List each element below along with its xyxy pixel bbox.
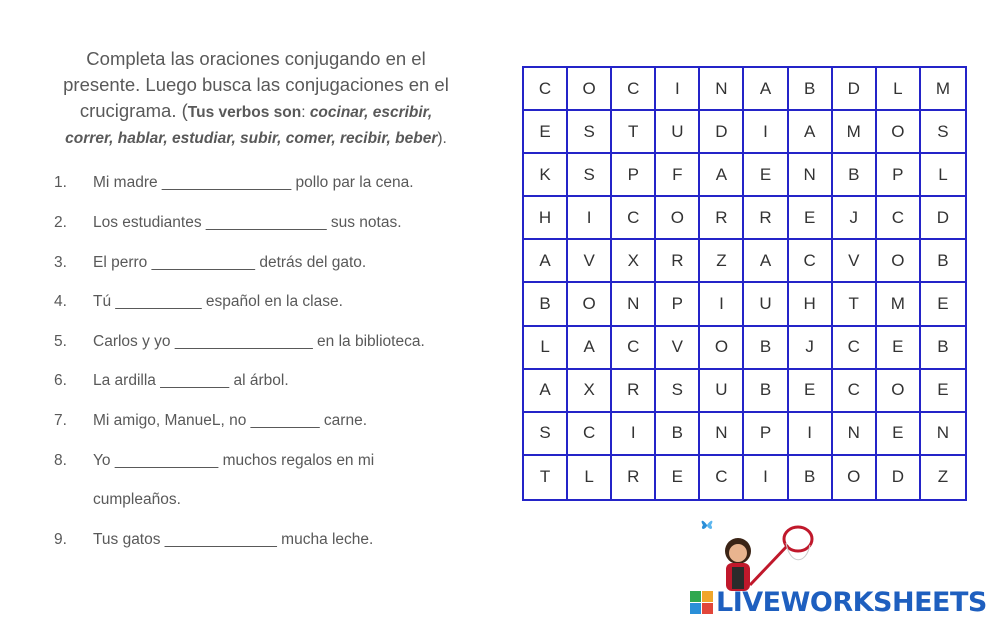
list-item bbox=[50, 210, 470, 236]
grid-cell[interactable]: Z bbox=[700, 240, 744, 283]
grid-cell[interactable]: O bbox=[700, 327, 744, 370]
grid-cell[interactable]: O bbox=[877, 370, 921, 413]
grid-cell[interactable]: R bbox=[700, 197, 744, 240]
grid-cell[interactable]: C bbox=[524, 68, 568, 111]
grid-cell[interactable]: I bbox=[789, 413, 833, 456]
grid-cell[interactable]: B bbox=[833, 154, 877, 197]
grid-cell[interactable]: P bbox=[612, 154, 656, 197]
grid-cell[interactable]: A bbox=[524, 370, 568, 413]
liveworksheets-logo bbox=[690, 515, 990, 620]
brand bbox=[690, 587, 990, 618]
item-text: Tú __________ español en la clase. bbox=[93, 293, 343, 310]
item-text: El perro ____________ detrás del gato. bbox=[93, 254, 367, 271]
grid-cell[interactable]: M bbox=[921, 68, 965, 111]
grid-cell[interactable]: E bbox=[789, 370, 833, 413]
verbs-label: Tus verbos son bbox=[187, 104, 302, 121]
item-number: 1. bbox=[54, 174, 67, 191]
grid-cell[interactable]: M bbox=[877, 283, 921, 326]
word-search-grid bbox=[522, 66, 967, 501]
grid-cell[interactable]: I bbox=[744, 456, 788, 499]
instructions-line4 bbox=[44, 126, 468, 152]
verbs-colon: : bbox=[301, 104, 310, 121]
grid-cell[interactable]: U bbox=[744, 283, 788, 326]
grid-cell[interactable]: S bbox=[524, 413, 568, 456]
grid-cell[interactable]: R bbox=[656, 240, 700, 283]
grid-cell[interactable]: B bbox=[789, 456, 833, 499]
grid-cell[interactable]: E bbox=[744, 154, 788, 197]
list-item bbox=[50, 527, 470, 553]
grid-cell[interactable]: I bbox=[656, 68, 700, 111]
item-text: Tus gatos _____________ mucha leche. bbox=[93, 531, 374, 548]
grid-cell[interactable]: E bbox=[877, 413, 921, 456]
item-text: Carlos y yo ________________ en la biblioteca. bbox=[93, 333, 425, 350]
grid-cell[interactable]: T bbox=[833, 283, 877, 326]
grid-cell[interactable]: A bbox=[789, 111, 833, 154]
list-item bbox=[50, 368, 470, 394]
item-number: 7. bbox=[54, 412, 67, 429]
grid-cell[interactable]: C bbox=[700, 456, 744, 499]
list-item bbox=[50, 448, 470, 474]
grid-cell[interactable]: O bbox=[877, 240, 921, 283]
instructions-close: ). bbox=[437, 130, 447, 147]
grid-cell[interactable]: N bbox=[921, 413, 965, 456]
grid-cell[interactable]: N bbox=[833, 413, 877, 456]
grid-cell[interactable]: K bbox=[524, 154, 568, 197]
grid-cell[interactable]: C bbox=[612, 197, 656, 240]
grid-cell[interactable]: C bbox=[833, 327, 877, 370]
grid-cell[interactable]: L bbox=[524, 327, 568, 370]
grid-cell[interactable]: B bbox=[789, 68, 833, 111]
grid-cell[interactable]: H bbox=[524, 197, 568, 240]
grid-cell[interactable]: C bbox=[612, 68, 656, 111]
grid-cell[interactable]: U bbox=[656, 111, 700, 154]
grid-cell[interactable]: V bbox=[833, 240, 877, 283]
grid-cell[interactable]: E bbox=[789, 197, 833, 240]
item-number: 4. bbox=[54, 293, 67, 310]
grid-cell[interactable]: P bbox=[656, 283, 700, 326]
item-text: La ardilla ________ al árbol. bbox=[93, 372, 289, 389]
grid-cell[interactable]: Z bbox=[937, 467, 949, 487]
grid-cell[interactable]: D bbox=[877, 456, 921, 499]
grid-cell[interactable]: B bbox=[921, 327, 965, 370]
grid-cell[interactable]: E bbox=[921, 283, 965, 326]
item-text: cumpleaños. bbox=[93, 491, 181, 508]
grid-cell[interactable]: R bbox=[744, 197, 788, 240]
grid-cell[interactable]: S bbox=[568, 154, 612, 197]
grid-cell[interactable]: B bbox=[656, 413, 700, 456]
grid-cell[interactable]: F bbox=[656, 154, 700, 197]
grid-cell[interactable]: J bbox=[789, 327, 833, 370]
grid-cell[interactable]: X bbox=[568, 370, 612, 413]
list-item bbox=[50, 250, 470, 276]
grid-cell[interactable]: I bbox=[612, 413, 656, 456]
grid-cell[interactable]: B bbox=[744, 327, 788, 370]
grid-cell[interactable]: H bbox=[789, 283, 833, 326]
item-number: 2. bbox=[54, 214, 67, 231]
instructions-line3 bbox=[44, 98, 468, 126]
list-item bbox=[50, 289, 470, 315]
item-text: Mi amigo, ManueL, no ________ carne. bbox=[93, 412, 368, 429]
grid-cell[interactable]: A bbox=[744, 240, 788, 283]
grid-cell[interactable]: P bbox=[877, 154, 921, 197]
item-text: Mi madre _______________ pollo par la cena. bbox=[93, 174, 414, 191]
grid-cell[interactable]: O bbox=[568, 68, 612, 111]
grid-cell[interactable]: B bbox=[921, 240, 965, 283]
grid-cell[interactable]: I bbox=[568, 197, 612, 240]
item-number: 9. bbox=[54, 531, 67, 548]
grid-cell[interactable]: P bbox=[744, 413, 788, 456]
item-number: 5. bbox=[54, 333, 67, 350]
grid-cell[interactable]: V bbox=[568, 240, 612, 283]
grid-cell[interactable]: A bbox=[524, 240, 568, 283]
grid-cell[interactable]: U bbox=[700, 370, 744, 413]
grid-cell[interactable]: E bbox=[921, 370, 965, 413]
grid-cell[interactable]: C bbox=[833, 370, 877, 413]
grid-cell[interactable]: E bbox=[877, 327, 921, 370]
grid-cell[interactable]: E bbox=[524, 111, 568, 154]
grid-cell[interactable]: R bbox=[612, 370, 656, 413]
grid-cell[interactable]: O bbox=[656, 197, 700, 240]
grid-cell[interactable]: S bbox=[656, 370, 700, 413]
grid-cell[interactable]: V bbox=[656, 327, 700, 370]
grid-cell[interactable]: B bbox=[744, 370, 788, 413]
grid-cell[interactable]: C bbox=[568, 413, 612, 456]
grid-cell[interactable]: X bbox=[612, 240, 656, 283]
live-badge-icon bbox=[690, 591, 714, 615]
instructions-line3-start: crucigrama. ( bbox=[79, 100, 188, 121]
item-text: Yo ____________ muchos regalos en mi bbox=[93, 452, 375, 469]
grid-cell[interactable]: T bbox=[612, 111, 656, 154]
instructions-line1: Completa las oraciones conjugando en el bbox=[86, 48, 426, 69]
grid-cell[interactable]: I bbox=[744, 111, 788, 154]
grid-cell[interactable]: E bbox=[656, 456, 700, 499]
grid-cell[interactable]: N bbox=[700, 68, 744, 111]
grid-cell[interactable]: R bbox=[612, 456, 656, 499]
instructions bbox=[44, 46, 468, 152]
grid-cell[interactable]: S bbox=[921, 111, 965, 154]
grid-cell[interactable]: N bbox=[789, 154, 833, 197]
grid-cell[interactable]: I bbox=[700, 283, 744, 326]
item-number: 3. bbox=[54, 254, 67, 271]
instructions-line2: presente. Luego busca las conjugaciones en el bbox=[63, 74, 449, 95]
grid-cell[interactable]: D bbox=[700, 111, 744, 154]
grid-cell[interactable]: N bbox=[612, 283, 656, 326]
grid-cell[interactable]: D bbox=[833, 68, 877, 111]
grid-cell[interactable]: A bbox=[700, 154, 744, 197]
list-item bbox=[50, 487, 470, 513]
grid-cell[interactable]: D bbox=[921, 197, 965, 240]
list-item bbox=[50, 170, 470, 196]
grid-cell[interactable]: L bbox=[568, 456, 612, 499]
grid-cell[interactable]: B bbox=[524, 283, 568, 326]
grid-cell[interactable]: M bbox=[833, 111, 877, 154]
grid-cell[interactable]: N bbox=[700, 413, 744, 456]
list-item bbox=[50, 329, 470, 355]
grid-cell[interactable]: C bbox=[877, 197, 921, 240]
item-text: Los estudiantes ______________ sus notas. bbox=[93, 214, 402, 231]
grid-cell[interactable]: O bbox=[568, 283, 612, 326]
grid-cell[interactable]: O bbox=[877, 111, 921, 154]
grid-cell[interactable]: L bbox=[877, 68, 921, 111]
item-number: 6. bbox=[54, 372, 67, 389]
grid-cell[interactable]: S bbox=[568, 111, 612, 154]
grid-cell[interactable]: A bbox=[744, 68, 788, 111]
grid-cell[interactable]: L bbox=[921, 154, 965, 197]
verbs-list-a: cocinar, escribir, bbox=[309, 104, 433, 121]
grid-cell[interactable]: A bbox=[568, 327, 612, 370]
grid-cell[interactable]: O bbox=[833, 456, 877, 499]
grid-cell[interactable]: T bbox=[524, 456, 568, 499]
grid-cell[interactable]: C bbox=[612, 327, 656, 370]
grid-cell[interactable]: C bbox=[789, 240, 833, 283]
list-item bbox=[50, 408, 470, 434]
grid-cell[interactable]: J bbox=[833, 197, 877, 240]
brand-wordmark: LIVEWORKSHEETS bbox=[716, 587, 987, 618]
verbs-list-b: correr, hablar, estudiar, subir, comer, recibir, beber bbox=[65, 130, 438, 147]
item-number: 8. bbox=[54, 452, 67, 469]
